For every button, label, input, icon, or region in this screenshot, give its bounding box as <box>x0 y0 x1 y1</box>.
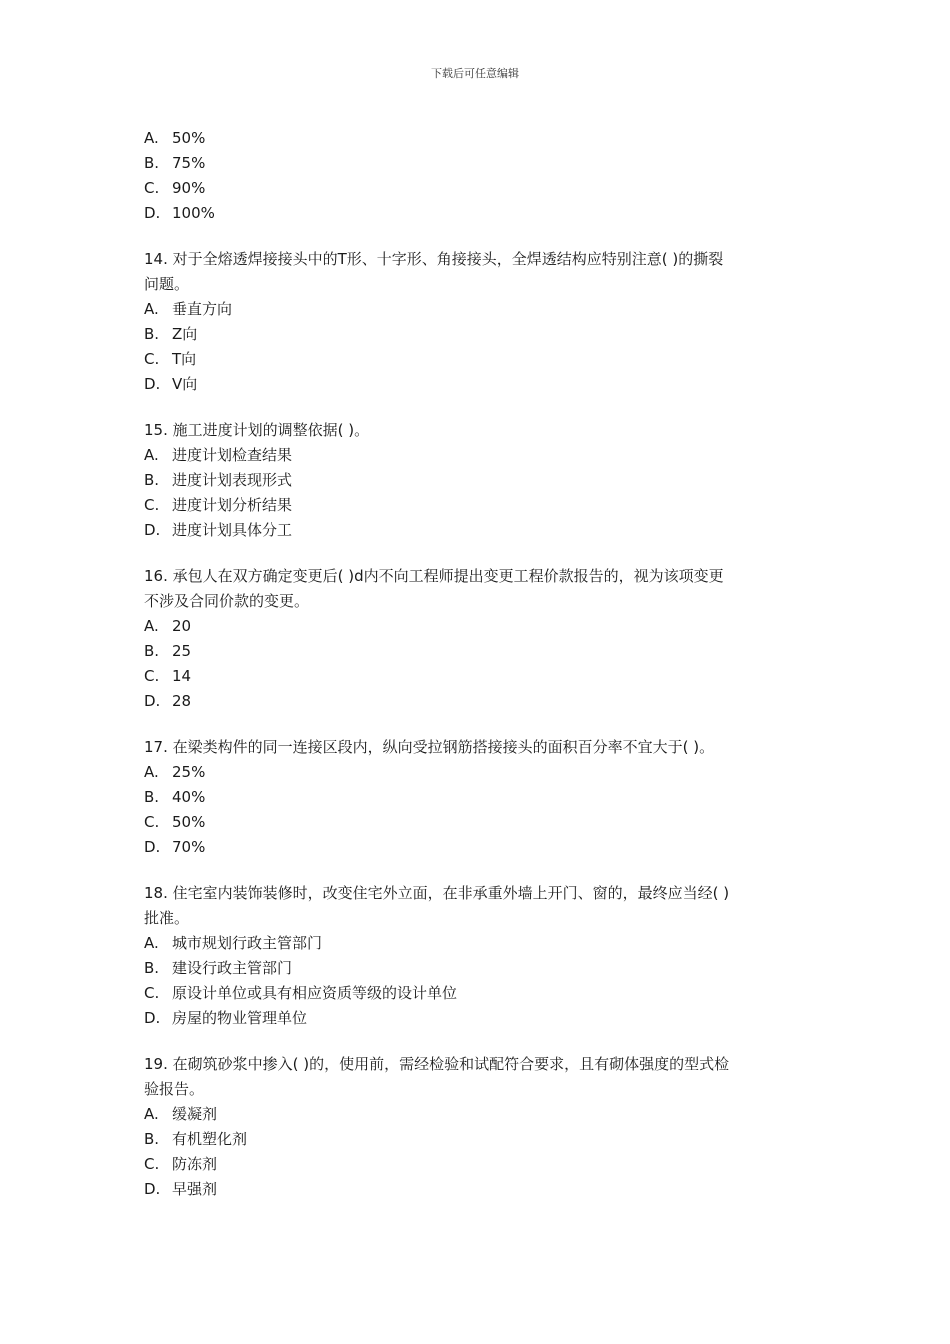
option-a: A. 20 <box>144 617 192 635</box>
option-d: D. 70% <box>144 838 206 856</box>
question-stem-continued: 问题。 <box>144 275 190 293</box>
option-a: A. 进度计划检查结果 <box>144 446 293 464</box>
question-stem: 16. 承包人在双方确定变更后( )d内不向工程师提出变更工程价款报告的，视为该项变更 <box>144 567 724 585</box>
option-a: A. 25% <box>144 763 206 781</box>
document-content <box>144 126 809 1202</box>
option-a: A. 城市规划行政主管部门 <box>144 934 323 952</box>
option-c: C. 14 <box>144 667 192 685</box>
page-header: 下载后可任意编辑 <box>431 67 519 80</box>
option-d: D. 早强剂 <box>144 1180 218 1198</box>
option-b: B. Z向 <box>144 325 198 343</box>
question-stem-continued: 批准。 <box>144 909 190 927</box>
question-18 <box>144 881 809 1031</box>
question-stem-continued: 验报告。 <box>144 1080 205 1098</box>
question-stem: 14. 对于全熔透焊接接头中的T形、十字形、角接接头，全焊透结构应特别注意( )的撕裂 <box>144 250 724 268</box>
question-stem: 17. 在梁类构件的同一连接区段内，纵向受拉钢筋搭接接头的面积百分率不宜大于( )。 <box>144 738 715 756</box>
option-d: D. V向 <box>144 375 198 393</box>
question-15 <box>144 418 809 543</box>
option-d: D. 进度计划具体分工 <box>144 521 293 539</box>
option-d: D. 房屋的物业管理单位 <box>144 1009 308 1027</box>
question-16 <box>144 564 809 714</box>
question-stem: 19. 在砌筑砂浆中掺入( )的，使用前，需经检验和试配符合要求，且有砌体强度的型式检 <box>144 1055 730 1073</box>
question-stem: 15. 施工进度计划的调整依据( )。 <box>144 421 370 439</box>
question-17 <box>144 735 809 860</box>
option-a: A. 垂直方向 <box>144 300 233 318</box>
option-c: C. T向 <box>144 350 197 368</box>
option-c: C. 防冻剂 <box>144 1155 218 1173</box>
question-stem-continued: 不涉及合同价款的变更。 <box>144 592 310 610</box>
question-14 <box>144 247 809 397</box>
option-b: B. 40% <box>144 788 206 806</box>
option-a: A. 缓凝剂 <box>144 1105 218 1123</box>
option-b: B. 建设行政主管部门 <box>144 959 293 977</box>
option-b: B. 25 <box>144 642 192 660</box>
question-19 <box>144 1052 809 1202</box>
option-c: C. 进度计划分析结果 <box>144 496 293 514</box>
leading-option-list <box>144 126 809 226</box>
option-c: C. 50% <box>144 813 206 831</box>
option-b: B. 进度计划表现形式 <box>144 471 293 489</box>
question-stem: 18. 住宅室内装饰装修时，改变住宅外立面，在非承重外墙上开门、窗的，最终应当经( ) <box>144 884 730 902</box>
option-d: D. 28 <box>144 692 192 710</box>
option-c: C. 90% <box>144 179 206 197</box>
option-d: D. 100% <box>144 204 215 222</box>
option-c: C. 原设计单位或具有相应资质等级的设计单位 <box>144 984 458 1002</box>
option-b: B. 75% <box>144 154 206 172</box>
option-b: B. 有机塑化剂 <box>144 1130 248 1148</box>
option-a: A. 50% <box>144 129 206 147</box>
